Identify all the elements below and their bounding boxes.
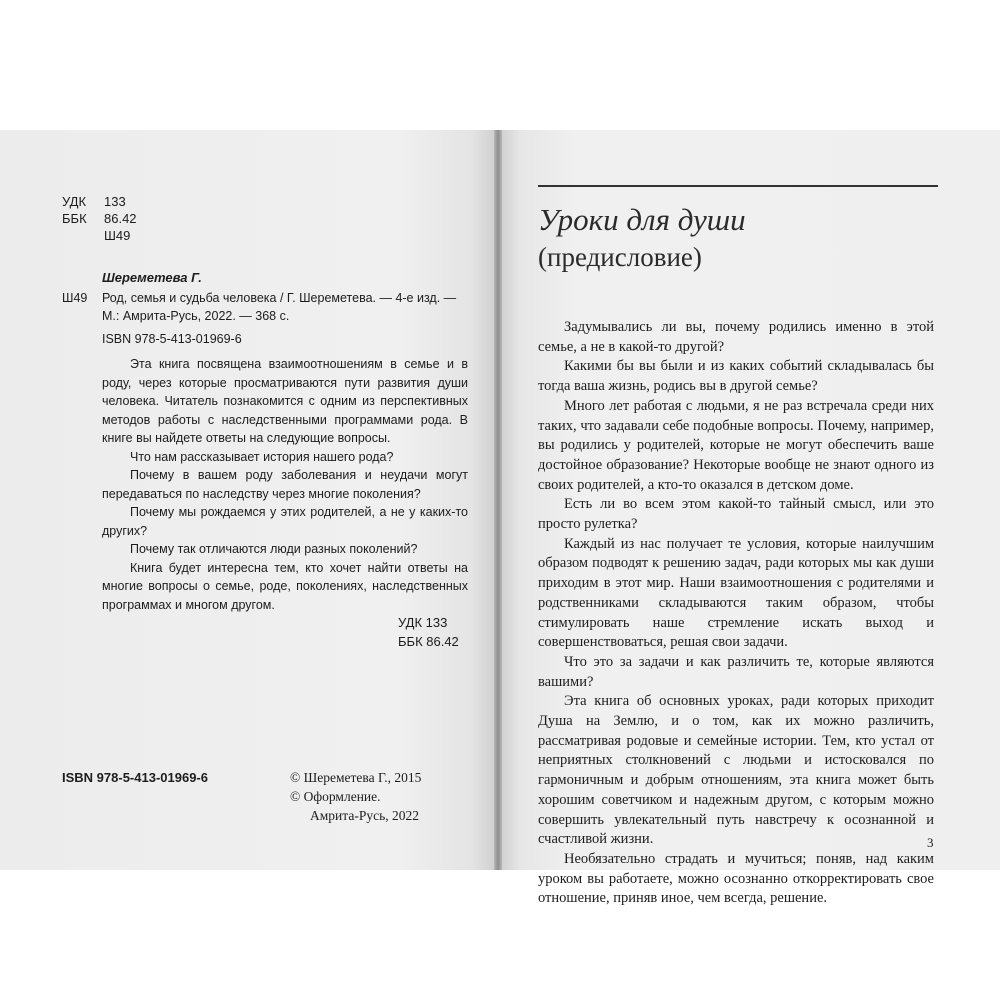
- annotation-paragraph: Книга будет интересна тем, кто хочет найти ответы на многие вопросы о семье, роде, поколениях, наследственных программах и многом другом.: [102, 560, 468, 612]
- code-value: 133: [104, 194, 126, 209]
- body-paragraph: Что это за задачи и как различить те, которые являются вашими?: [538, 653, 934, 690]
- author-name: Шереметева Г.: [102, 270, 202, 285]
- annotation-paragraph: Эта книга посвящена взаимоотношениям в семье и в роду, через которые просматриваются пути развития души человека. Читатель познакомится с одним из перспективных методов работы с наследственными программами рода. В книге вы найдете ответы на следующие вопросы.: [102, 357, 468, 445]
- annotation-paragraph: Почему мы рождаемся у этих родителей, а не у каких-то других?: [102, 505, 468, 538]
- udk-code: [62, 193, 137, 210]
- isbn-bottom: ISBN 978-5-413-01969-6: [62, 770, 208, 785]
- preface-body: [538, 318, 934, 909]
- body-paragraph: Какими бы вы были и из каких событий складывалась бы тогда ваша жизнь, родись вы в другой семье?: [538, 358, 934, 395]
- body-paragraph: Много лет работая с людьми, я не раз встречала среди них таких, что задавали себе подобные вопросы. Почему, например, вы родились у родителей, которые не могут обеспечить ваше достойное образование? Некоторые вообще не знают одного из своих родителей, а кто-то оказался в детском доме.: [538, 397, 934, 493]
- copyright-block: [290, 768, 421, 825]
- bbk-code: ББК 86.42: [398, 634, 459, 649]
- body-paragraph: Задумывались ли вы, почему родились именно в этой семье, а не в какой-то другой?: [538, 319, 934, 355]
- copyright-line: © Шереметева Г., 2015: [290, 770, 422, 785]
- bib-line: Род, семья и судьба человека / Г. Шереметева. — 4-е изд. —: [102, 291, 457, 305]
- book-gutter: [494, 130, 502, 870]
- annotation-paragraph: Почему в вашем роду заболевания и неудачи могут передаваться по наследству через многие поколения?: [102, 468, 468, 501]
- author-mark-code: [62, 227, 137, 244]
- isbn-line: ISBN 978-5-413-01969-6: [102, 332, 242, 346]
- page-number: 3: [927, 835, 934, 850]
- bibliographic-entry: [102, 289, 472, 325]
- code-key: ББК: [62, 211, 87, 226]
- classification-codes-right: [398, 613, 459, 651]
- annotation-paragraph: Что нам рассказывает история нашего рода?: [130, 449, 394, 464]
- body-paragraph: Каждый из нас получает те условия, которые наилучшим образом подводят к решению задач, ради которых мы как души приходим в этот мир. Наши взаимоотношения с родителями и родственниками складываются таким образом, чтобы стимулировать наше стремление искать выход и совершенствоваться, решая свои задачи.: [538, 535, 934, 651]
- code-value: 86.42: [104, 211, 137, 226]
- bbk-code: [62, 210, 137, 227]
- chapter-title: Уроки для души: [538, 202, 746, 237]
- annotation-paragraph: Почему так отличаются люди разных поколений?: [130, 542, 418, 556]
- chapter-subtitle: (предисловие): [538, 242, 702, 272]
- body-paragraph: Есть ли во всем этом какой-то тайный смысл, или это просто рулетка?: [538, 496, 934, 533]
- classification-codes: [62, 193, 137, 244]
- bib-line: М.: Амрита-Русь, 2022. — 368 с.: [102, 309, 290, 323]
- copyright-line: © Оформление.: [290, 789, 381, 804]
- title-rule: [538, 185, 938, 187]
- code-key: УДК: [62, 194, 87, 209]
- code-key: [62, 227, 104, 244]
- udk-code: УДК 133: [398, 615, 448, 630]
- catalog-mark: Ш49: [62, 291, 88, 305]
- body-paragraph: Необязательно страдать и мучиться; поняв, над каким уроком вы работаете, можно осознанно откорректировать свое отношение, приняв иное, чем всегда, решение.: [538, 850, 934, 907]
- annotation: [102, 355, 468, 614]
- code-value: Ш49: [104, 228, 131, 243]
- body-paragraph: Эта книга об основных уроках, ради которых приходит Душа на Землю, и о том, как их можно различить, рассматривая родовые и семейные истории. Тем, кто устал от неприятных столкновений с людьми и истосковался по гармоничным и добрым отношениям, эта книга может быть хорошим советчиком и надежным другом, с которым можно совершить увлекательный путь навстречу к осознанной и счастливой жизни.: [538, 693, 934, 848]
- copyright-line: Амрита-Русь, 2022: [310, 808, 419, 823]
